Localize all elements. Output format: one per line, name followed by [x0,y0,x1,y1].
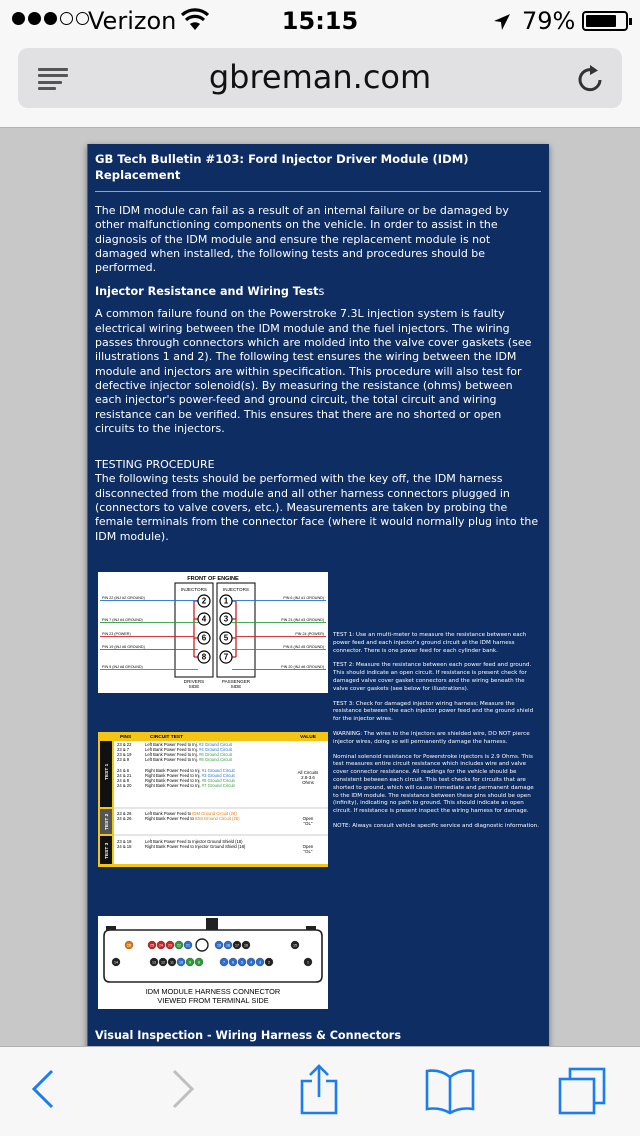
injector-label: 5 [223,633,229,643]
circuit-cell: Left Bank Power Feed to Inj. #2 Ground Circuit [145,742,232,747]
battery-icon [582,11,628,31]
battery-percent: 79% [522,7,576,35]
procedure-title: TESTING PROCEDURE [95,458,215,472]
injector-label: 3 [223,614,229,624]
left-pin-label: PIN 7 (INJ #4 GROUND) [102,618,143,622]
note-test2: TEST 2: Measure the resistance between each power feed and ground. This should indicate an open circuit. If resistance is present check for damaged valve cover gasket connectors and the wiring beneath the valve cover gaskets (see below for illustrations). [333,662,532,692]
pin-number: 2 [268,960,270,965]
fig2-value1-a: All Circuits [297,770,319,775]
pins-cell: 24 & 8 [117,778,130,783]
status-bar [0,0,640,40]
pin-number: 13 [152,960,156,965]
bulletin-article [87,144,549,1046]
forward-button[interactable] [170,1067,196,1115]
circuit-cell: Left Bank Power Feed to Inj. #4 Ground Circuit [145,747,232,752]
pins-cell: 24 & 21 [117,773,132,778]
pin-number: 22 [177,943,181,948]
left-pin-label: PIN 19 (INJ #6 GROUND) [102,645,145,649]
pin-number: 10 [179,960,183,965]
note-test3: TEST 3: Check for damaged injector wiring harness; Measure the resistance between the each injector power feed and the ground shield for the injector wires. [333,700,534,723]
pin-number: 25 [150,943,154,948]
pins-cell: 24 & 18 [117,844,132,849]
pin-number: 19 [217,943,221,948]
right-pin-label: PIN 6 (INJ #1 GROUND) [283,596,324,600]
tabs-button[interactable] [558,1067,608,1121]
page-domain[interactable]: gbreman.com [208,58,432,96]
article-title: GB Tech Bulletin #103: Ford Injector Driver Module (IDM) Replacement [95,151,541,192]
intro-paragraph: The IDM module can fail as a result of an internal failure or be damaged by other malfunctioning components on the vehicle. In order to assist in the diagnosis of the IDM module and ensure the replacement module is not damaged when installed, the following tests and procedures should be performed. [95,204,509,275]
circuit-cell: Left Bank Power Feed to Injector Ground Shield (18) [145,839,243,844]
pin-number: 17 [235,943,239,948]
right-pin-label: PIN 21 (INJ #3 GROUND) [281,618,324,622]
circuit-cell: Right Bank Power Feed to Inj. #1 Ground Circuit [145,768,235,773]
right-pin-label: PIN 8 (INJ #5 GROUND) [283,645,324,649]
bookmarks-button[interactable] [424,1067,476,1119]
fig1-footer-right: PASSENGER SIDE [221,679,251,689]
reload-icon[interactable] [576,62,606,98]
browser-toolbar [0,1046,640,1136]
pin-number: 9 [189,960,191,965]
fig2-test2-label: TEST 2 [105,813,110,830]
fig3-caption-line2: VIEWED FROM TERMINAL SIDE [157,996,269,1005]
fig2-test3-label: TEST 3 [105,842,110,859]
location-arrow-icon [492,10,512,38]
section-heading [95,285,541,299]
fig2-col-test: CIRCUIT TEST [150,735,184,740]
note-general: NOTE: Always consult vehicle specific service and diagnostic information. [333,822,539,829]
fig1-col-right: INJECTORS [223,587,249,592]
note-test1: TEST 1: Use an multi-meter to measure the resistance between each power feed and each injector's ground circuit at the IDM harness connector. There is one power feed for each cylinder bank. [333,632,527,654]
left-power-bus [194,601,198,657]
test-notes [333,632,539,838]
idm-connector-diagram [98,916,328,1009]
pins-cell: 23 & 18 [117,839,132,844]
pin-number: 1 [307,960,309,965]
note-nominal: Nominal solenoid resistance for Powerstroke injectors is 2.9 Ohms. This test measures entire circuit resistance which includes wire and valve cover connector resistance. All readings for the vehicle should be consistent between each circuit. This test checks for circuits that are shorted to ground, which will cause immediate and permanent damage to the IDM module. The resistance between these pins should be open (infinity), indicating no path to ground. This should indicate an open circuit. If resistance is present inspect the wiring harness for damage. [333,753,534,815]
pin-number: 16 [244,943,248,948]
left-pin-label: PIN 9 (INJ #8 GROUND) [102,665,143,669]
pins-cell: 24 & 20 [117,783,132,788]
injector-wiring-diagram [98,572,328,693]
fig2-test1-label: TEST 1 [105,763,110,780]
injector-label: 2 [201,596,207,606]
pins-cell: 23 & 26 [117,811,132,816]
carrier-name: Verizon [88,7,177,35]
left-pin-label: PIN 22 (INJ #2 GROUND) [102,596,145,600]
fig2-value1-b: 2.8-3.6 [301,775,315,780]
fig1-header: FRONT OF ENGINE [187,576,239,582]
left-pin-label: PIN 23 (POWER) [102,632,131,636]
fig2-value2-b: "OL" [303,821,313,826]
circuit-cell: Left Bank Power Feed to Inj. #8 Ground Circuit [145,757,232,762]
visual-inspection-heading: Visual Inspection - Wiring Harness & Connectors [95,1029,401,1042]
pin-number: 3 [259,960,261,965]
pin-number: 14 [114,960,118,965]
section-heading-text: Injector Resistance and Wiring Test [95,285,319,299]
clock: 15:15 [281,7,359,35]
section-heading-tail: s [318,285,325,299]
section-paragraph: A common failure found on the Powerstroke 7.3L injection system is faulty electrical wiring between the IDM module and the fuel injectors. The wiring passes through connectors which are molded into the valve cover gaskets (see illustrations 1 and 2). The following test ensures the wiring between the IDM module and injectors are within specification. This procedure will also test for defective injector solenoid(s). By measuring the resistance (ohms) between each injector's power-feed and ground circuit, the total circuit and wiring resistance can be verified. This ensures that there are no shorted or open circuits to the injectors. [95,307,532,435]
circuit-cell: Right Bank Power Feed to Injector Ground Shield (18) [145,844,246,849]
fig3-caption-line1: IDM MODULE HARNESS CONNECTOR [145,987,281,996]
pin-number: 23 [168,943,172,948]
circuit-cell: Right Bank Power Feed to IDM Ground Circuit (26) [145,816,240,821]
injector-label: 6 [201,633,207,643]
circuit-test-table [98,732,328,867]
pins-cell: 23 & 22 [117,742,132,747]
injector-label: 4 [201,614,207,624]
circuit-cell: Right Bank Power Feed to Inj. #3 Ground Circuit [145,773,235,778]
address-bar[interactable] [18,48,622,108]
pins-cell: 24 & 6 [117,768,130,773]
fig2-value3-b: "OL" [303,849,313,854]
fig1-col-left: INJECTORS [181,587,207,592]
pin-number: 21 [186,943,190,948]
injector-label: 1 [223,596,229,606]
pin-number: 4 [250,960,252,965]
fig2-col-value: VALUE [300,735,316,740]
fig2-value1-c: Ohms [302,780,314,785]
note-warning: WARNING: The wires to the injectors are shielded wire, DO NOT pierce injector wires, doing so will permanently damage the harness. [333,730,530,745]
pin-number: 8 [198,960,200,965]
pin-number: 18 [226,943,230,948]
circuit-cell: Left Bank Power Feed to Inj. #6 Ground Circuit [145,752,232,757]
pins-cell: 24 & 26 [117,816,132,821]
pins-cell: 23 & 7 [117,747,130,752]
pin-number: 20 [200,943,204,948]
pin-number: 26 [127,943,131,948]
pin-number: 24 [159,943,163,948]
fig2-value3-a: Open [302,844,314,849]
back-button[interactable] [30,1067,56,1115]
right-pin-label: PIN 20 (INJ #6 GROUND) [281,665,324,669]
circuit-cell: Left Bank Power Feed to IDM Ground Circuit (26) [145,811,237,816]
web-content[interactable] [0,128,640,1046]
pin-number: 7 [223,960,225,965]
fig2-value2-a: Open [302,816,314,821]
injector-label: 7 [223,652,229,662]
pins-cell: 23 & 9 [117,757,130,762]
browser-top-bar [0,0,640,128]
injector-label: 8 [201,652,207,662]
fig2-col-pins: PINS [120,735,132,740]
figure-area [95,554,541,1005]
pin-number: 12 [161,960,165,965]
circuit-cell: Right Bank Power Feed to Inj. #7 Ground Circuit [145,783,235,788]
right-power-bus [232,601,236,657]
fig1-footer-left: DRIVERS SIDE [183,679,205,689]
pin-number: 15 [293,943,297,948]
pin-number: 6 [232,960,234,965]
pin-number: 5 [241,960,243,965]
procedure-paragraph: The following tests should be performed with the key off, the IDM harness disconnected from the module and all other harness connectors plugged in (connectors to valve covers, etc.). Measurements are taken by probing the female terminals from the connector face (where it would normally plug into the IDM module). [95,472,539,543]
share-button[interactable] [298,1063,340,1121]
right-pin-label: PIN 24 (POWER) [295,632,324,636]
circuit-cell: Right Bank Power Feed to Inj. #5 Ground Circuit [145,778,235,783]
pin-number: 11 [170,960,174,965]
pins-cell: 23 & 19 [117,752,132,757]
